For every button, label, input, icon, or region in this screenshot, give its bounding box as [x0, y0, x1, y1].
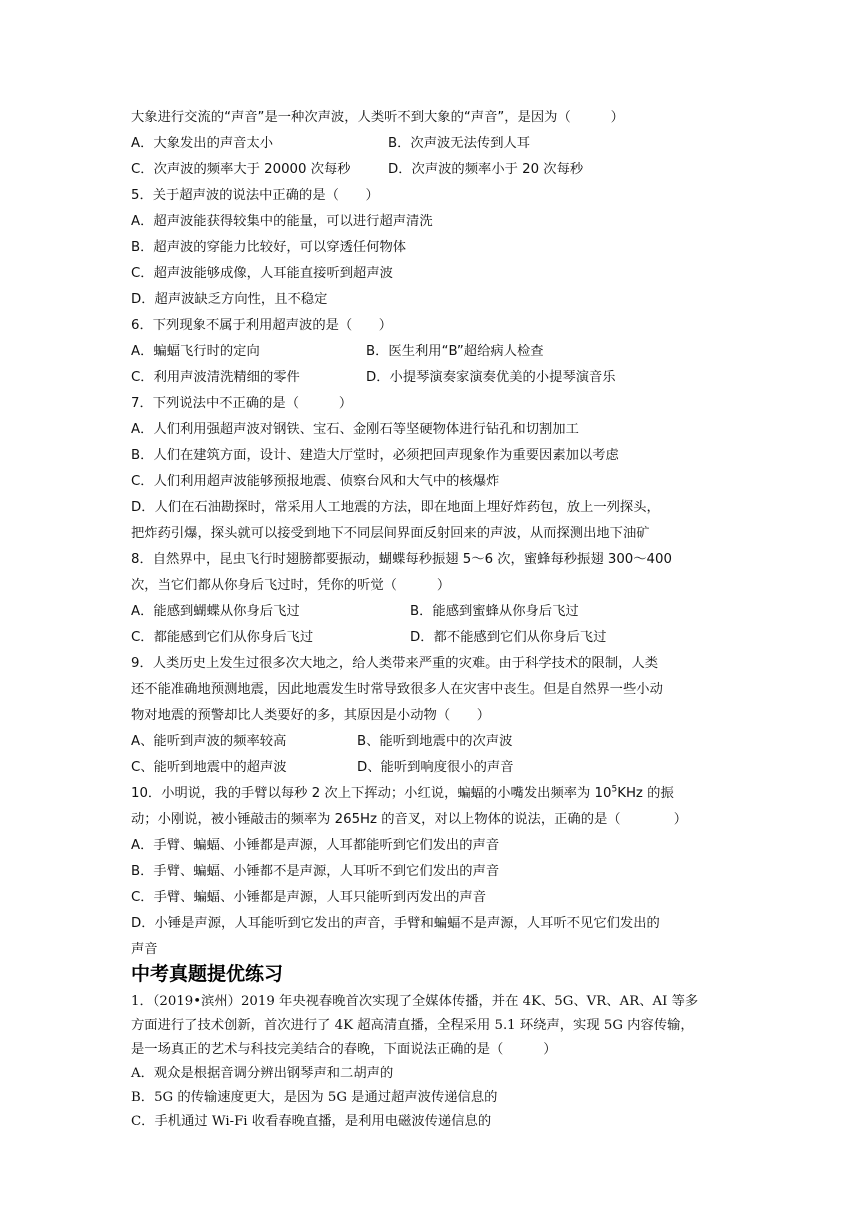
q8-option-a: A．能感到蝴蝶从你身后飞过 [131, 604, 300, 619]
q7-option-a: A．人们利用强超声波对钢铁、宝石、金刚石等坚硬物体进行钻孔和切割加工 [131, 422, 579, 437]
q4-option-c: C．次声波的频率大于 20000 次每秒 [131, 162, 351, 177]
q5-option-b: B．超声波的穿能力比较好，可以穿透任何物体 [131, 240, 407, 255]
q5-option-d: D．超声波缺乏方向性，且不稳定 [131, 292, 328, 307]
q6-option-a: A．蝙蝠飞行时的定向 [131, 344, 260, 359]
q8-option-c: C．都能感到它们从你身后飞过 [131, 630, 314, 645]
q10-option-a: A．手臂、蝙蝠、小锤都是声源，人耳都能听到它们发出的声音 [131, 838, 500, 853]
q8-stem-cont: 次，当它们都从你身后飞过时，凭你的听觉（ ） [131, 578, 451, 593]
q7-option-d-cont: 把炸药引爆，探头就可以接受到地下不同层间界面反射回来的声波，从而探测出地下油矿 [131, 526, 650, 541]
q4-option-b: B．次声波无法传到人耳 [388, 136, 531, 151]
q6-option-c: C．利用声波清洗精细的零件 [131, 370, 300, 385]
q10-option-c: C．手臂、蝙蝠、小锤都是声源，人耳只能听到丙发出的声音 [131, 890, 487, 905]
q6-option-d: D．小提琴演奏家演奏优美的小提琴演音乐 [366, 370, 616, 385]
q9-option-a: A、能听到声波的频率较高 [131, 734, 287, 749]
q5-stem: 5．关于超声波的说法中正确的是（ ） [131, 188, 379, 203]
q10-option-b: B．手臂、蝙蝠、小锤都不是声源，人耳听不到它们发出的声音 [131, 864, 500, 879]
q4-option-d: D．次声波的频率小于 20 次每秒 [388, 162, 584, 177]
q9-stem-cont-2: 物对地震的预警却比人类要好的多，其原因是小动物（ ） [131, 708, 491, 723]
q4-stem: 大象进行交流的“声音”是一种次声波，人类听不到大象的“声音”，是因为（ ） [131, 110, 624, 125]
q9-option-b: B、能听到地震中的次声波 [357, 734, 513, 749]
q8-option-b: B．能感到蜜蜂从你身后飞过 [410, 604, 579, 619]
q8-stem: 8．自然界中，昆虫飞行时翅膀都要振动，蝴蝶每秒振翅 5～6 次，蜜蜂每秒振翅 300～400 [131, 552, 672, 567]
q9-stem-cont-1: 还不能准确地预测地震，因此地震发生时常导致很多人在灾害中丧生。但是自然界一些小动 [131, 682, 663, 697]
q10-option-d-cont: 声音 [131, 942, 158, 957]
q9-option-c: C、能听到地震中的超声波 [131, 760, 287, 775]
exam-q1-option-c: C．手机通过 Wi-Fi 收看春晚直播，是利用电磁波传递信息的 [131, 1114, 492, 1129]
q7-stem: 7．下列说法中不正确的是（ ） [131, 396, 353, 411]
q7-option-c: C．人们利用超声波能够预报地震、侦察台风和大气中的核爆炸 [131, 474, 500, 489]
q9-option-d: D、能听到响度很小的声音 [357, 760, 514, 775]
exam-q1-stem: 1．（2019•滨州）2019 年央视春晚首次实现了全媒体传播，并在 4K、5G、VR、AR、AI 等多 [131, 994, 699, 1009]
q10-stem-unit: KHz 的振 [617, 786, 674, 801]
q10-option-d: D．小锤是声源，人耳能听到它发出的声音，手臂和蝙蝠不是声源，人耳听不见它们发出的 [131, 916, 660, 931]
q6-option-b: B．医生利用“B”超给病人检查 [366, 344, 544, 359]
exam-q1-option-b: B．5G 的传输速度更大，是因为 5G 是通过超声波传递信息的 [131, 1090, 498, 1105]
q10-stem-text: 10．小明说，我的手臂以每秒 2 次上下挥动；小红说，蝙蝠的小嘴发出频率为 10 [131, 786, 612, 801]
exam-q1-stem-cont-1: 方面进行了技术创新，首次进行了 4K 超高清直播，全程采用 5.1 环绕声，实现 5G 内容传输， [131, 1018, 694, 1033]
q5-option-a: A．超声波能获得较集中的能量，可以进行超声清洗 [131, 214, 433, 229]
q7-option-d: D．人们在石油勘探时，常采用人工地震的方法，即在地面上埋好炸药包，放上一列探头， [131, 500, 660, 515]
q10-exponent: 5 [611, 784, 618, 795]
q7-option-b: B．人们在建筑方面，设计、建造大厅堂时，必须把回声现象作为重要因素加以考虑 [131, 448, 619, 463]
q8-option-d: D．都不能感到它们从你身后飞过 [410, 630, 607, 645]
q10-stem [131, 784, 674, 804]
q9-stem: 9．人类历史上发生过很多次大地之，给人类带来严重的灾难。由于科学技术的限制，人类 [131, 656, 659, 671]
exam-q1-stem-cont-2: 是一场真正的艺术与科技完美结合的春晚，下面说法正确的是（ ） [131, 1042, 557, 1057]
section-heading: 中考真题提优练习 [131, 963, 284, 985]
q6-stem: 6．下列现象不属于利用超声波的是（ ） [131, 318, 393, 333]
q4-option-a: A．大象发出的声音太小 [131, 136, 274, 151]
q5-option-c: C．超声波能够成像，人耳能直接听到超声波 [131, 266, 393, 281]
q10-stem-cont: 动；小刚说，被小锤敲击的频率为 265Hz 的音叉，对以上物体的说法，正确的是（ ） [131, 812, 688, 827]
exam-q1-option-a: A．观众是根据音调分辨出钢琴声和二胡声的 [131, 1066, 394, 1081]
